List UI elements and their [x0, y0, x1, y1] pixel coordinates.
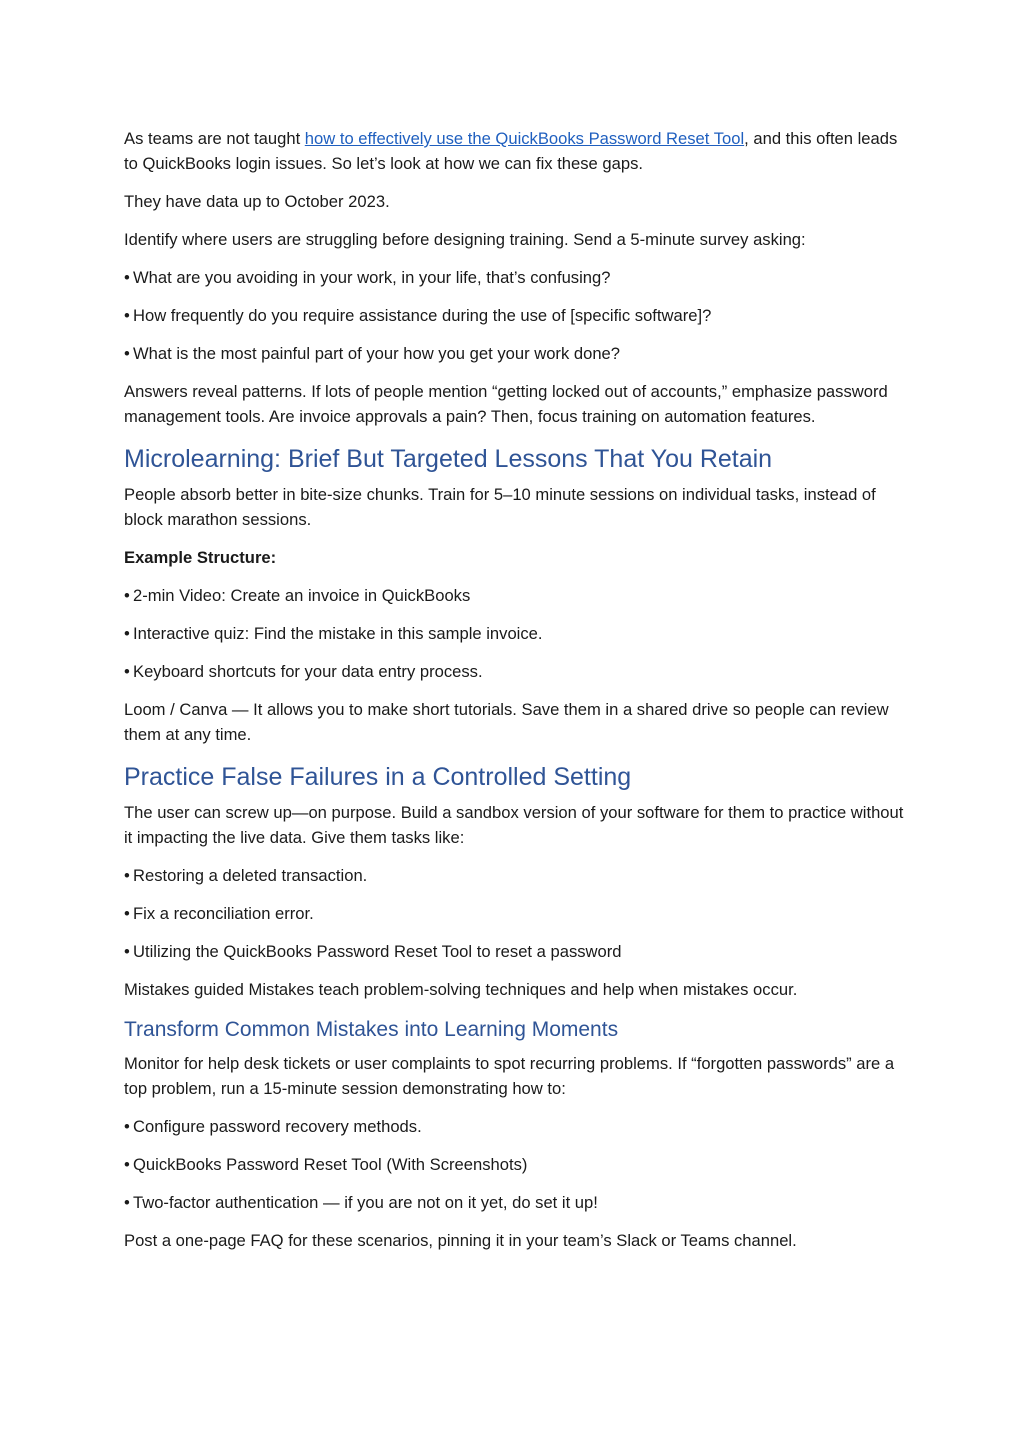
bullet-icon: •	[124, 344, 130, 363]
list-item: • Interactive quiz: Find the mistake in this sample invoice.	[124, 621, 904, 646]
password-reset-tool-link[interactable]: how to effectively use the QuickBooks Password Reset Tool	[304, 129, 745, 148]
section-heading-transform: Transform Common Mistakes into Learning Moments	[124, 1018, 619, 1041]
bullet-icon: •	[124, 586, 130, 605]
list-item: • What is the most painful part of your how you get your work done?	[124, 341, 904, 366]
survey-paragraph: Identify where users are struggling before designing training. Send a 5-minute survey asking:	[124, 230, 806, 249]
tutorials-paragraph: Loom / Canva — It allows you to make short tutorials. Save them in a shared drive so people can review them at any time.	[124, 700, 889, 744]
bullet-icon: •	[124, 1117, 130, 1136]
list-item: • Restoring a deleted transaction.	[124, 863, 904, 888]
list-item: • 2-min Video: Create an invoice in QuickBooks	[124, 583, 904, 608]
bullet-icon: •	[124, 942, 130, 961]
data-note-paragraph: They have data up to October 2023.	[124, 192, 390, 211]
intro-text-after: , and this often leads to QuickBooks login issues. So let’s look at how we can fix these gaps.	[124, 129, 898, 173]
list-item: • QuickBooks Password Reset Tool (With Screenshots)	[124, 1152, 904, 1177]
list-item: • Keyboard shortcuts for your data entry process.	[124, 659, 904, 684]
list-item: • Fix a reconciliation error.	[124, 901, 904, 926]
bullet-icon: •	[124, 306, 130, 325]
intro-paragraph	[124, 126, 904, 176]
microlearning-paragraph: People absorb better in bite-size chunks. Train for 5–10 minute sessions on individual tasks, instead of block marathon sessions.	[124, 485, 876, 529]
section-heading-microlearning: Microlearning: Brief But Targeted Lessons That You Retain	[124, 445, 773, 473]
list-item: • Two-factor authentication — if you are not on it yet, do set it up!	[124, 1190, 904, 1215]
section-heading-practice: Practice False Failures in a Controlled Setting	[124, 763, 632, 791]
list-item: • Utilizing the QuickBooks Password Reset Tool to reset a password	[124, 939, 904, 964]
mistakes-paragraph: Mistakes guided Mistakes teach problem-solving techniques and help when mistakes occur.	[124, 980, 798, 999]
list-item: • What are you avoiding in your work, in your life, that’s confusing?	[124, 265, 904, 290]
bullet-icon: •	[124, 904, 130, 923]
bullet-icon: •	[124, 1193, 130, 1212]
bullet-icon: •	[124, 866, 130, 885]
bullet-icon: •	[124, 662, 130, 681]
list-item: • Configure password recovery methods.	[124, 1114, 904, 1139]
bullet-icon: •	[124, 624, 130, 643]
list-item: • How frequently do you require assistance during the use of [specific software]?	[124, 303, 904, 328]
bullet-icon: •	[124, 268, 130, 287]
bullet-icon: •	[124, 1155, 130, 1174]
sandbox-paragraph: The user can screw up—on purpose. Build a sandbox version of your software for them to practice without it impacting the live data. Give them tasks like:	[124, 803, 904, 847]
patterns-paragraph: Answers reveal patterns. If lots of people mention “getting locked out of accounts,” emphasize password management tools. Are invoice approvals a pain? Then, focus training on automation features.	[124, 382, 888, 426]
monitor-paragraph: Monitor for help desk tickets or user complaints to spot recurring problems. If “forgotten passwords” are a top problem, run a 15-minute session demonstrating how to:	[124, 1054, 895, 1098]
faq-paragraph: Post a one-page FAQ for these scenarios, pinning it in your team’s Slack or Teams channel.	[124, 1231, 797, 1250]
document-page	[124, 126, 904, 1266]
example-structure-label: Example Structure:	[124, 548, 277, 567]
intro-text-before: As teams are not taught	[124, 129, 305, 148]
